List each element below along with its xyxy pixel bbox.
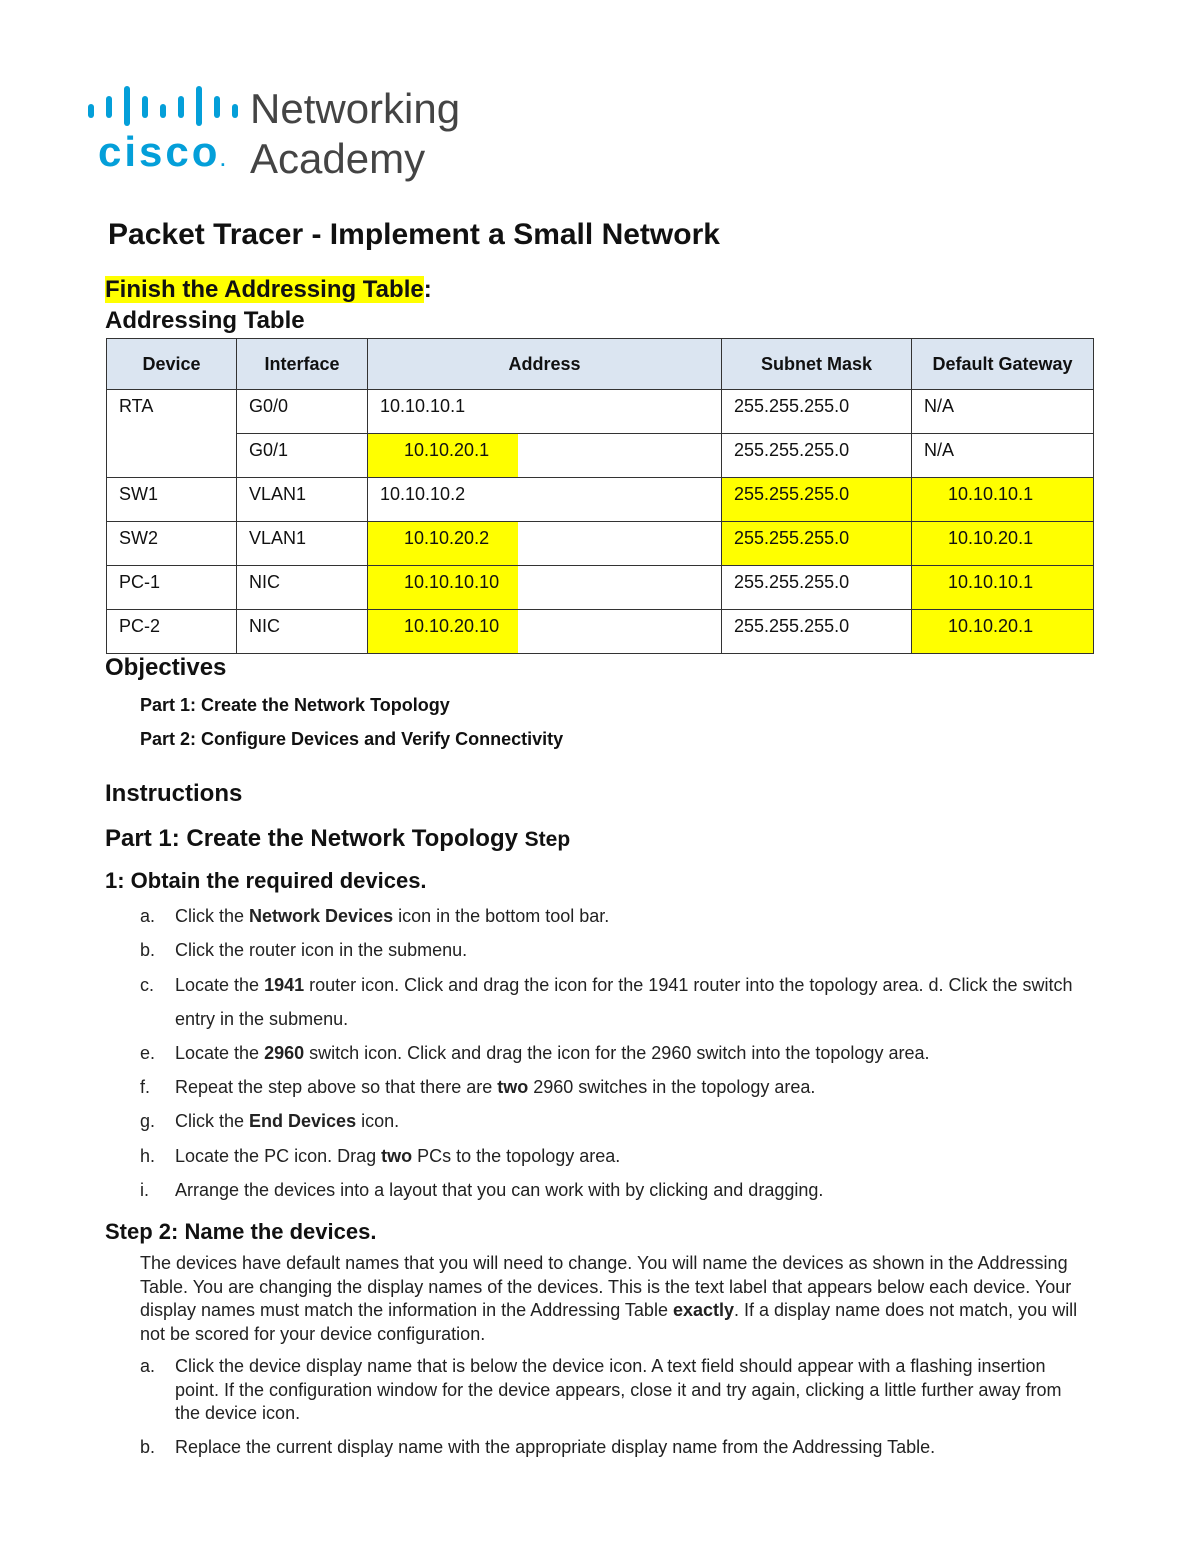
instructions-heading: Instructions [105,780,243,807]
list-item: c. Locate the 1941 router icon. Click and drag the icon for the 1941 router into the topology area. d. Click the switch entry in the submenu. [140,975,1073,1029]
cell-address: 10.10.10.2 [368,478,722,522]
cell-mask-filled: 255.255.255.0 [722,522,912,566]
header-interface: Interface [237,339,368,390]
step2-heading: Step 2: Name the devices. [105,1219,377,1244]
cell-device: RTA [107,390,237,478]
step1-heading: 1: Obtain the required devices. [105,868,427,893]
header-subnet-mask: Subnet Mask [722,339,912,390]
cisco-bars-icon [86,86,236,126]
step2-paragraph: The devices have default names that you will need to change. You will name the devices as shown in the Addressing Table. You are changing the display names of the devices. This is the text label that appears below each device. Your display names must match the information in the Addressing Table exactly. If a display name does not match, you will not be scored for your device configuration. [140,1253,1078,1344]
cell-address-filled: 10.10.20.2 [368,522,722,566]
cell-address: 10.10.10.1 [368,390,722,434]
cell-device: PC-2 [107,610,237,654]
list-item: b. Click the router icon in the submenu. [140,940,468,960]
cell-interface: G0/1 [237,434,368,478]
brand-line-2: Academy [250,135,426,182]
addressing-table [106,338,1094,654]
list-item: e. Locate the 2960 switch icon. Click and drag the icon for the 2960 switch into the topology area. [140,1043,930,1063]
table-row [107,610,1094,654]
cell-gateway-filled: 10.10.20.1 [912,522,1094,566]
finish-heading: Finish the Addressing Table: [105,276,432,303]
list-item: i. Arrange the devices into a layout that you can work with by clicking and dragging. [140,1180,824,1200]
cell-interface: NIC [237,566,368,610]
cisco-networking-academy-logo [86,85,486,182]
cell-device: SW2 [107,522,237,566]
cell-mask: 255.255.255.0 [722,566,912,610]
objective-item: Part 2: Configure Devices and Verify Connectivity [140,729,564,749]
table-header-row [107,339,1094,390]
header-device: Device [107,339,237,390]
list-item: b. Replace the current display name with the appropriate display name from the Addressing Table. [140,1437,936,1457]
table-row [107,478,1094,522]
cisco-wordmark: cisco. [98,128,226,175]
objective-item: Part 1: Create the Network Topology [140,695,450,715]
cell-gateway: N/A [912,390,1094,434]
cell-gateway: N/A [912,434,1094,478]
cell-device: PC-1 [107,566,237,610]
part1-heading: Part 1: Create the Network Topology Step [105,825,571,852]
cell-address-filled: 10.10.10.10 [368,566,722,610]
table-row [107,522,1094,566]
addressing-table-heading: Addressing Table [105,307,305,334]
list-item: f. Repeat the step above so that there are two 2960 switches in the topology area. [140,1077,816,1097]
page-title: Packet Tracer - Implement a Small Network [108,218,720,251]
list-item: a. Click the device display name that is below the device icon. A text field should appear with a flashing insertion point. If the configuration window for the device appears, close it and try again, clicking a little further away from the device icon. [140,1356,1062,1423]
header-address: Address [368,339,722,390]
cell-gateway-filled: 10.10.10.1 [912,566,1094,610]
cell-interface: VLAN1 [237,522,368,566]
cell-mask: 255.255.255.0 [722,610,912,654]
cell-mask: 255.255.255.0 [722,434,912,478]
cell-interface: VLAN1 [237,478,368,522]
table-row [107,566,1094,610]
header-default-gateway: Default Gateway [912,339,1094,390]
cell-device: SW1 [107,478,237,522]
objectives-heading: Objectives [105,654,227,681]
list-item: g. Click the End Devices icon. [140,1111,400,1131]
list-item: a. Click the Network Devices icon in the bottom tool bar. [140,906,610,926]
cell-address-filled: 10.10.20.1 [368,434,722,478]
cell-gateway-filled: 10.10.10.1 [912,478,1094,522]
cell-interface: NIC [237,610,368,654]
brand-line-1: Networking [250,85,461,132]
cell-address-filled: 10.10.20.10 [368,610,722,654]
table-row [107,390,1094,434]
cell-gateway-filled: 10.10.20.1 [912,610,1094,654]
list-item: h. Locate the PC icon. Drag two PCs to the topology area. [140,1146,621,1166]
cell-interface: G0/0 [237,390,368,434]
table-row [107,434,1094,478]
brand-name [250,86,460,182]
cell-mask-filled: 255.255.255.0 [722,478,912,522]
cell-mask: 255.255.255.0 [722,390,912,434]
